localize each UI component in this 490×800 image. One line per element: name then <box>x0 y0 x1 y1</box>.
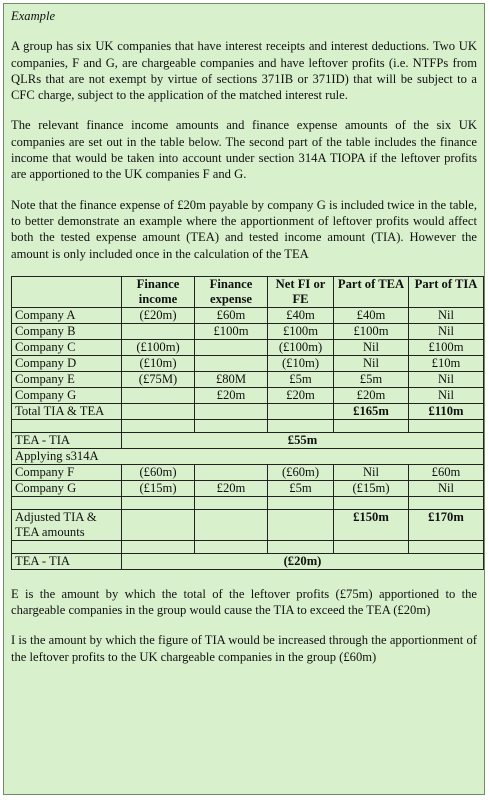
cell-net: (£60m) <box>268 464 334 480</box>
cell-finance-expense <box>195 355 268 371</box>
empty-cell <box>122 540 195 553</box>
cell-finance-income: (£20m) <box>122 307 195 323</box>
empty-cell <box>409 419 484 432</box>
cell-tea: £100m <box>334 323 409 339</box>
cell-tea: (£15m) <box>334 480 409 496</box>
cell-tia: Nil <box>409 307 484 323</box>
empty-cell <box>122 509 195 540</box>
cell-tia: Nil <box>409 387 484 403</box>
row-label: Company G <box>12 387 122 403</box>
difference-row <box>12 432 484 448</box>
empty-cell <box>268 419 334 432</box>
empty-cell <box>122 419 195 432</box>
table-row <box>12 387 484 403</box>
empty-cell <box>334 540 409 553</box>
cell-finance-expense: £100m <box>195 323 268 339</box>
header-part-of-tia: Part of TIA <box>409 276 484 307</box>
cell-finance-income <box>122 387 195 403</box>
cell-tia: £60m <box>409 464 484 480</box>
cell-tia: £100m <box>409 339 484 355</box>
cell-tia: Nil <box>409 371 484 387</box>
cell-finance-expense: £20m <box>195 387 268 403</box>
table-row <box>12 323 484 339</box>
cell-finance-income: (£15m) <box>122 480 195 496</box>
cell-tea: £20m <box>334 387 409 403</box>
header-part-of-tea: Part of TEA <box>334 276 409 307</box>
cell-net: £5m <box>268 480 334 496</box>
table-description-paragraph: The relevant finance income amounts and finance expense amounts of the six UK companies are set out in the table below. The second part of the table includes the finance income that would be taken into account under section 314A TIOPA if the leftover profits are apportioned to the UK companies F and G. <box>11 118 477 182</box>
table-row <box>12 464 484 480</box>
cell-tia: Nil <box>409 323 484 339</box>
cell-finance-income: (£10m) <box>122 355 195 371</box>
e-definition-paragraph: E is the amount by which the total of the leftover profits (£75m) apportioned to the chargeable companies in the group would cause the TIA to exceed the TEA (£20m) <box>11 586 477 618</box>
empty-cell <box>334 419 409 432</box>
adjusted-tia: £170m <box>409 509 484 540</box>
adjusted-row <box>12 509 484 540</box>
difference-value: £55m <box>122 432 484 448</box>
table-row <box>12 355 484 371</box>
difference-label: TEA - TIA <box>12 432 122 448</box>
spacer-row <box>12 540 484 553</box>
spacer-row <box>12 419 484 432</box>
cell-tea: Nil <box>334 355 409 371</box>
row-label: Company C <box>12 339 122 355</box>
empty-cell <box>195 540 268 553</box>
table-row <box>12 480 484 496</box>
table-row <box>12 307 484 323</box>
cell-tea: £5m <box>334 371 409 387</box>
spacer-row <box>12 496 484 509</box>
row-label: Company B <box>12 323 122 339</box>
empty-cell <box>195 419 268 432</box>
empty-cell <box>409 496 484 509</box>
intro-paragraph: A group has six UK companies that have interest receipts and interest deductions. Two UK companies, F and G, are chargeable companies and have leftover profits (i.e. NTFPs from QLRs that are not exempt by virtue of sections 371IB or 371ID) that will be subject to a CFC charge, subject to the application of the matched interest rule. <box>11 39 477 103</box>
total-label: Total TIA & TEA <box>12 403 122 419</box>
difference-value: (£20m) <box>122 553 484 569</box>
finance-table <box>11 276 484 570</box>
cell-tia: £10m <box>409 355 484 371</box>
cell-tea: Nil <box>334 464 409 480</box>
applying-row <box>12 448 484 464</box>
empty-cell <box>12 419 122 432</box>
row-label: Company E <box>12 371 122 387</box>
row-label: Company D <box>12 355 122 371</box>
cell-tia: Nil <box>409 480 484 496</box>
example-title: Example <box>11 9 56 23</box>
cell-finance-expense: £60m <box>195 307 268 323</box>
empty-cell <box>409 540 484 553</box>
empty-cell <box>334 496 409 509</box>
empty-cell <box>195 496 268 509</box>
empty-cell <box>12 496 122 509</box>
empty-cell <box>195 403 268 419</box>
row-label: Company F <box>12 464 122 480</box>
cell-finance-income <box>122 323 195 339</box>
total-tea: £165m <box>334 403 409 419</box>
cell-net: £100m <box>268 323 334 339</box>
table-row <box>12 371 484 387</box>
cell-net: £5m <box>268 371 334 387</box>
empty-cell <box>268 403 334 419</box>
empty-cell <box>195 509 268 540</box>
cell-finance-income: (£100m) <box>122 339 195 355</box>
row-label: Company G <box>12 480 122 496</box>
table-row <box>12 339 484 355</box>
cell-net: (£10m) <box>268 355 334 371</box>
adjusted-tea: £150m <box>334 509 409 540</box>
cell-finance-expense: £20m <box>195 480 268 496</box>
cell-net: £20m <box>268 387 334 403</box>
empty-cell <box>122 496 195 509</box>
header-blank <box>12 276 122 307</box>
note-paragraph: Note that the finance expense of £20m payable by company G is included twice in the table, to better demonstrate an example where the apportionment of leftover profits would affect both the tested expense amount (TEA) and tested income amount (TIA). However the amount is only included once in the calculation of the TEA <box>11 197 477 261</box>
total-row <box>12 403 484 419</box>
header-finance-expense: Finance expense <box>195 276 268 307</box>
cell-tea: Nil <box>334 339 409 355</box>
applying-label: Applying s314A <box>12 448 484 464</box>
cell-tea: £40m <box>334 307 409 323</box>
cell-net: (£100m) <box>268 339 334 355</box>
empty-cell <box>268 509 334 540</box>
difference-row <box>12 553 484 569</box>
example-box <box>3 3 485 795</box>
difference-label: TEA - TIA <box>12 553 122 569</box>
cell-finance-expense: £80M <box>195 371 268 387</box>
cell-finance-expense <box>195 464 268 480</box>
row-label: Company A <box>12 307 122 323</box>
cell-finance-income: (£75M) <box>122 371 195 387</box>
table-header-row <box>12 276 484 307</box>
cell-finance-income: (£60m) <box>122 464 195 480</box>
empty-cell <box>268 540 334 553</box>
header-net: Net FI or FE <box>268 276 334 307</box>
empty-cell <box>268 496 334 509</box>
empty-cell <box>122 403 195 419</box>
cell-net: £40m <box>268 307 334 323</box>
total-tia: £110m <box>409 403 484 419</box>
empty-cell <box>12 540 122 553</box>
cell-finance-expense <box>195 339 268 355</box>
header-finance-income: Finance income <box>122 276 195 307</box>
adjusted-label: Adjusted TIA & TEA amounts <box>12 509 122 540</box>
i-definition-paragraph: I is the amount by which the figure of TIA would be increased through the apportionment of the leftover profits to the UK chargeable companies in the group (£60m) <box>11 633 477 664</box>
